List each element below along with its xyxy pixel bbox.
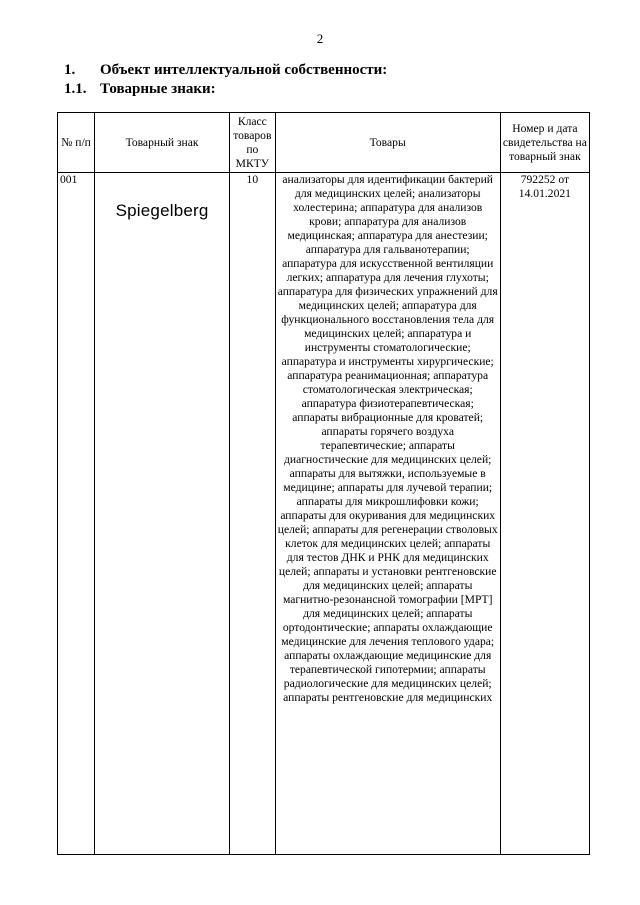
table-header-row [58,113,590,173]
trademark-wordmark: Spiegelberg [115,201,209,220]
section-title: Объект интеллектуальной собственности: [100,62,388,78]
header-num: № п/п [58,113,95,173]
trademarks-table [57,112,590,855]
section-number: 1. [64,62,76,78]
header-cert: Номер и дата свидетельства на товарный знак [500,113,589,173]
header-goods: Товары [275,113,500,173]
section-heading [64,62,387,79]
subsection-heading [64,81,216,98]
header-mark: Товарный знак [95,113,230,173]
header-class: Класс товаров по МКТУ [230,113,276,173]
row-cert: 792252 от 14.01.2021 [500,173,589,855]
row-num: 001 [58,173,95,855]
row-class: 10 [230,173,276,855]
row-mark-cell [95,173,230,855]
subsection-title: Товарные знаки: [100,81,216,97]
page-number: 2 [316,31,324,46]
row-goods: анализаторы для идентификации бактерий для медицинских целей; анализаторы холестерина; аппаратура для анализов крови; аппаратура для анализов медицинская; аппаратура для анестезии; аппаратура для гальванотерапии; аппаратура для искусственной вентиляции легких; аппаратура для лечения глухоты; аппаратура для физических упражнений для медицинских целей; аппаратура для функционального восстановления тела для медицинских целей; аппаратура и инструменты стоматологические; аппаратура и инструменты хирургические; аппаратура реанимационная; аппаратура стоматологическая электрическая; аппаратура физиотерапевтическая; аппараты вибрационные для кроватей; аппараты горячего воздуха терапевтические; аппараты диагностические для медицинских целей; аппараты для вытяжки, используемые в медицине; аппараты для лучевой терапии; аппараты для микрошлифовки кожи; аппараты для окуривания для медицинских целей; аппараты для регенерации стволовых клеток для медицинских целей; аппараты для тестов ДНК и РНК для медицинских целей; аппараты и установки рентгеновские для медицинских целей; аппараты магнитно-резонансной томографии [МРТ] для медицинских целей; аппараты ортодонтические; аппараты охлаждающие медицинские для лечения теплового удара; аппараты охлаждающие медицинские для терапевтической гипотермии; аппараты радиологические для медицинских целей; аппараты рентгеновские для медицинских [275,173,500,855]
subsection-number: 1.1. [64,81,87,97]
table-row [58,173,590,855]
